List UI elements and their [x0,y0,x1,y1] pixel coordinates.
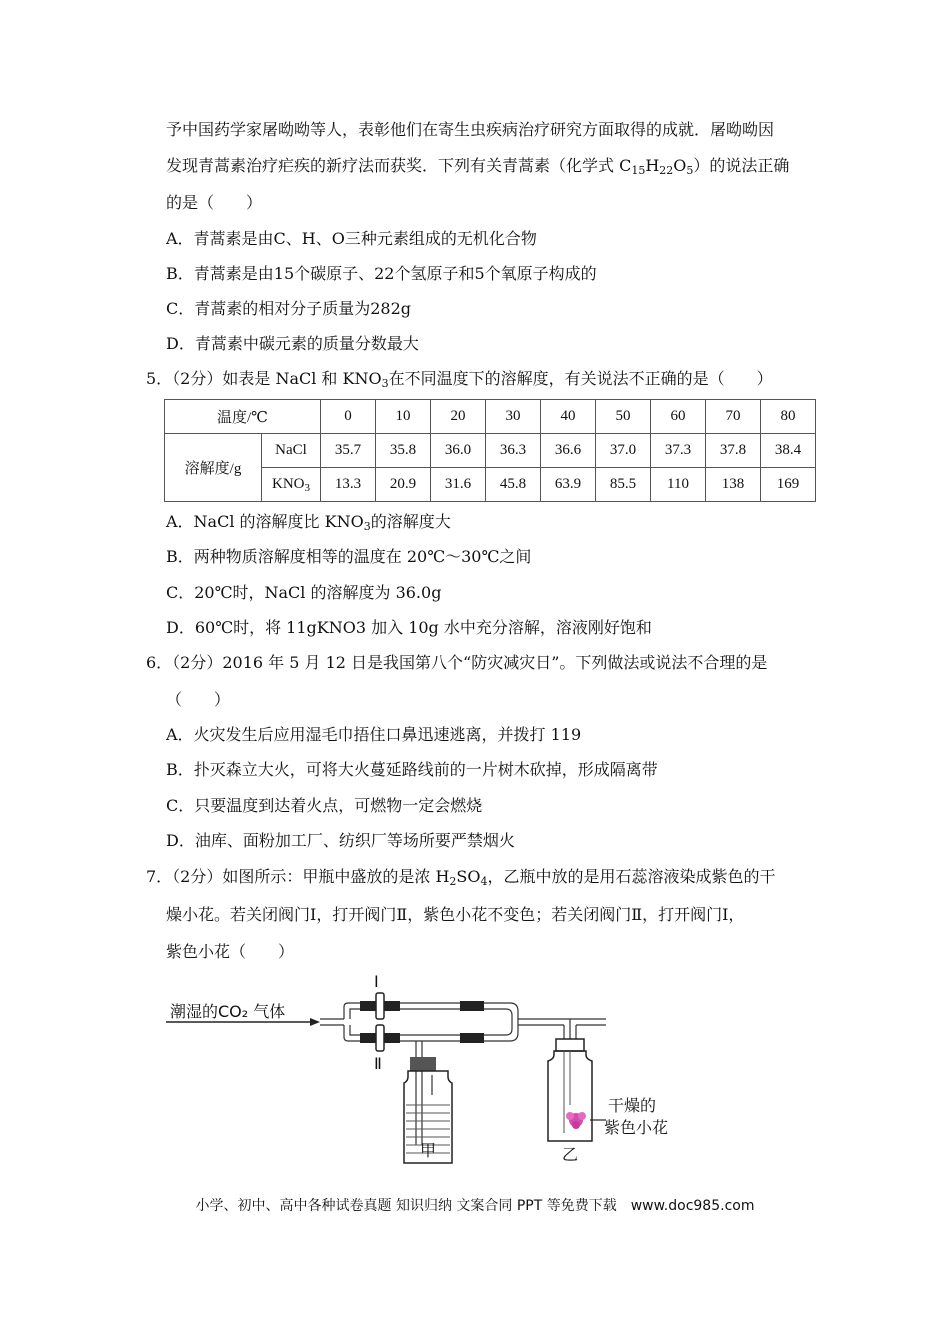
kno3-label: $KNO_3$ [262,468,321,502]
inlet-arrow-head [310,1018,320,1026]
bottle-yi-label: 乙 [562,1145,579,1164]
q4-option-c: C．青蒿素的相对分子质量为282g [166,299,412,318]
flower-icon [566,1112,586,1129]
kno3-cell: 169 [761,468,816,502]
temp-cell: 60 [651,400,706,434]
nacl-cell: 36.6 [541,434,596,468]
flower-label-2: 紫色小花 [604,1118,669,1137]
kno3-cell: 63.9 [541,468,596,502]
gas-label: 潮湿的CO₂ 气体 [170,1002,286,1021]
q6-option-a: A．火灾发生后应用湿毛巾捂住口鼻迅速逃离，并拨打 119 [166,725,582,744]
q4-option-d: D．青蒿素中碳元素的质量分数最大 [166,334,419,353]
q5-stem: 5．（2分）如表是 NaCl 和 $KNO_3$在不同温度下的溶解度，有关说法不正确的是（ ） [146,369,773,390]
q6-option-c: C．只要温度到达着火点，可燃物一定会燃烧 [166,796,483,815]
valve-1-label: Ⅰ [374,972,379,991]
apparatus-diagram [160,965,680,1165]
kno3-cell: 110 [651,468,706,502]
nacl-cell: 35.8 [376,434,431,468]
q6-option-b: B．扑灭森立大火，可将大火蔓延路线前的一片树木砍掉，形成隔离带 [166,760,658,779]
nacl-cell: 37.8 [706,434,761,468]
q5-option-a: A．NaCl 的溶解度比 $KNO_3$的溶解度大 [166,512,451,533]
valve-2-label: Ⅱ [374,1054,382,1073]
temp-cell: 20 [431,400,486,434]
kno3-cell: 31.6 [431,468,486,502]
table-row-nacl [165,434,816,468]
q5-option-d: D．60℃时，将 11gKNO3 加入 10g 水中充分溶解，溶液刚好饱和 [166,618,652,637]
nacl-cell: 37.0 [596,434,651,468]
solubility-table [164,399,816,502]
solubility-header: 溶解度/g [165,434,262,502]
q7-stem-line3: 紫色小花（ ） [166,942,295,961]
kno3-cell: 138 [706,468,761,502]
temp-cell: 40 [541,400,596,434]
nacl-cell: 36.0 [431,434,486,468]
flower-label-1: 干燥的 [608,1096,657,1115]
bottle-yi-stopper [556,1039,584,1051]
q5-option-b: B．两种物质溶解度相等的温度在 20℃～30℃之间 [166,547,532,566]
q4-stem-line3: 的是（ ） [166,193,263,212]
temp-cell: 30 [486,400,541,434]
q4-stem-line1: 予中国药学家屠呦呦等人，表彰他们在寄生虫疾病治疗研究方面取得的成就．屠呦呦因 [166,120,775,139]
temp-cell: 0 [321,400,376,434]
table-row-kno3 [165,468,816,502]
nacl-cell: 37.3 [651,434,706,468]
page-footer: 小学、初中、高中各种试卷真题 知识归纳 文案合同 PPT 等免费下载 www.doc985.com [195,1198,755,1214]
q4-option-b: B．青蒿素是由15个碳原子、22个氢原子和5个氧原子构成的 [166,264,597,283]
q4-option-a: A．青蒿素是由C、H、O三种元素组成的无机化合物 [166,229,537,248]
q7-stem-line2: 燥小花。若关闭阀门Ⅰ，打开阀门Ⅱ，紫色小花不变色；若关闭阀门Ⅱ，打开阀门Ⅰ， [166,905,745,924]
nacl-cell: 36.3 [486,434,541,468]
kno3-cell: 20.9 [376,468,431,502]
nacl-label: NaCl [262,434,321,468]
q5-option-c: C．20℃时，NaCl 的溶解度为 36.0g [166,583,442,602]
kno3-cell: 85.5 [596,468,651,502]
q4-stem-line2: 发现青蒿素治疗疟疾的新疗法而获奖．下列有关青蒿素（化学式 $C_{15}H_{22}O_5$）的说法正确 [166,156,790,177]
nacl-cell: 35.7 [321,434,376,468]
q6-option-d: D．油库、面粉加工厂、纺织厂等场所要严禁烟火 [166,831,515,850]
bottle-jia-caption: 甲 [420,1141,437,1160]
q6-stem: 6．（2分）2016 年 5 月 12 日是我国第八个“防灾减灾日”。下列做法或说法不合理的是 [146,653,768,672]
bottle-jia-stopper [410,1057,436,1071]
kno3-cell: 13.3 [321,468,376,502]
q6-stem-line2: （ ） [166,690,231,709]
nacl-cell: 38.4 [761,434,816,468]
temp-cell: 70 [706,400,761,434]
temp-cell: 80 [761,400,816,434]
temp-cell: 10 [376,400,431,434]
q7-stem-line1: 7．（2分）如图所示：甲瓶中盛放的是浓 $H_2SO_4$，乙瓶中放的是用石蕊溶液染成紫色的干 [146,867,776,888]
temp-cell: 50 [596,400,651,434]
kno3-cell: 45.8 [486,468,541,502]
table-row-temperature [165,400,816,434]
temp-header: 温度/℃ [165,400,321,434]
